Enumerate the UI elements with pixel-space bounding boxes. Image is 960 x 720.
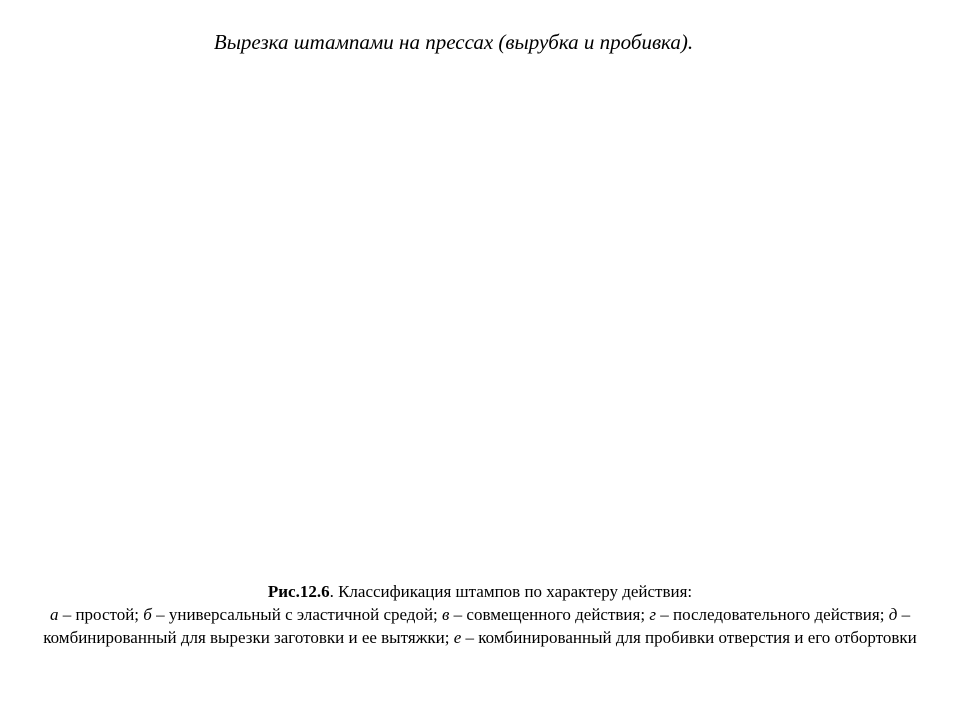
caption-item-text-e: – комбинированный для пробивки отверстия и его отбортовки: [461, 628, 917, 647]
figure-caption: [40, 580, 920, 649]
caption-item-text-v: – совмещенного действия;: [449, 605, 650, 624]
caption-item-letter-v: в: [442, 605, 450, 624]
slide-title: Вырезка штампами на прессах (вырубка и пробивка).: [213, 30, 694, 54]
caption-item-letter-a: а: [49, 605, 59, 624]
caption-item-text-d: – комбинированный для вырезки заготовки и ее вытяжки;: [43, 605, 911, 647]
figure-area: [40, 70, 920, 570]
caption-item-text-g: – последовательного действия;: [655, 605, 889, 624]
caption-heading: . Классификация штампов по характеру действия:: [329, 582, 693, 601]
figure-label: Рис.12.6: [267, 582, 330, 601]
caption-item-letter-g: г: [649, 605, 656, 624]
caption-item-text-a: – простой;: [58, 605, 144, 624]
caption-item-letter-e: е: [453, 628, 462, 647]
caption-item-text-b: – универсальный с эластичной средой;: [151, 605, 443, 624]
caption-item-letter-b: б: [143, 605, 152, 624]
caption-item-letter-d: д: [888, 605, 898, 624]
